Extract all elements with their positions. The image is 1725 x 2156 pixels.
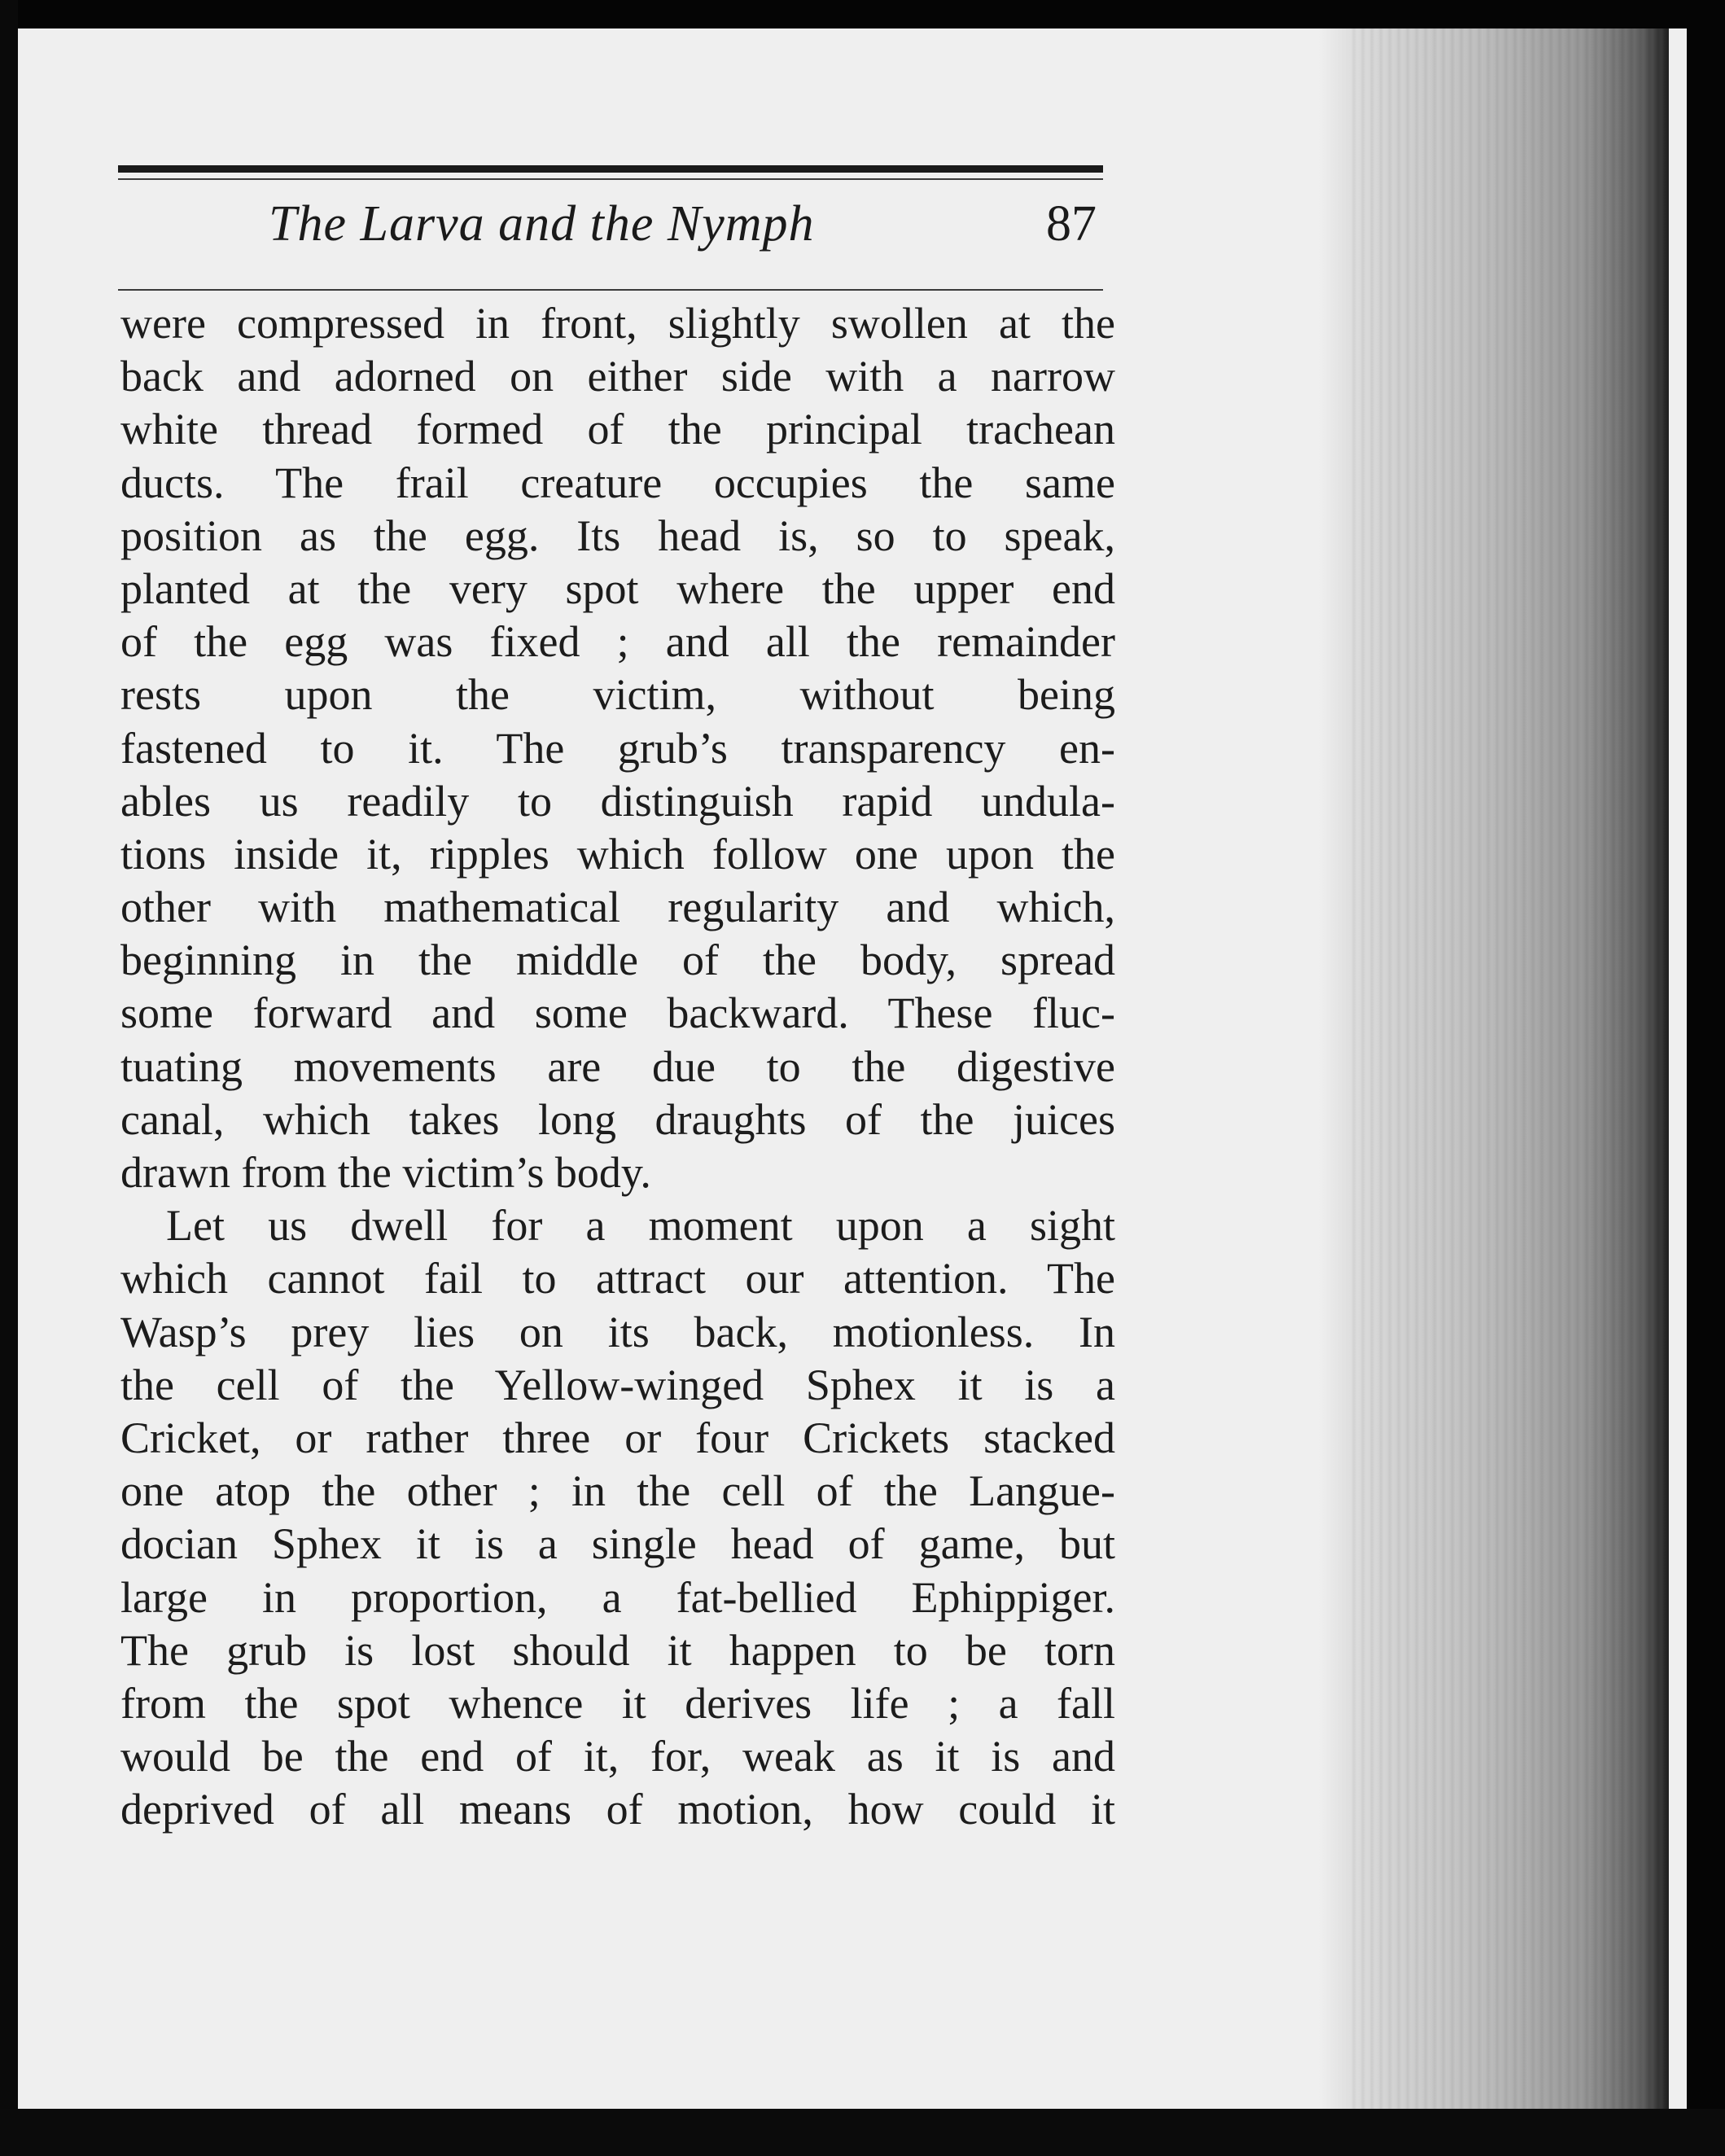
text-line: rests upon the victim, without being (120, 670, 1115, 720)
text-line: white thread formed of the principal trachean (120, 405, 1115, 454)
header-rule-thin (118, 178, 1103, 180)
text-line: ducts. The frail creature occupies the same (120, 458, 1115, 507)
text-line: beginning in the middle of the body, spread (120, 936, 1115, 985)
text-line: Cricket, or rather three or four Crickets stacked (120, 1413, 1115, 1462)
body-text (120, 297, 1115, 1836)
text-line: which cannot fail to attract our attention. The (120, 1254, 1115, 1304)
text-line: position as the egg. Its head is, so to speak, (120, 511, 1115, 560)
text-line: tuating movements are due to the digestive (120, 1041, 1115, 1091)
text-line: canal, which takes long draughts of the juices (120, 1094, 1115, 1144)
text-line: large in proportion, a fat-bellied Ephippiger. (120, 1572, 1115, 1622)
text-line: deprived of all means of motion, how could it (120, 1785, 1115, 1834)
text-line: Let us dwell for a moment upon a sight (166, 1201, 1115, 1251)
text-line: The grub is lost should it happen to be torn (120, 1625, 1115, 1675)
text-line: from the spot whence it derives life ; a fall (120, 1678, 1115, 1728)
text-line: some forward and some backward. These fluc- (120, 988, 1115, 1038)
text-line: fastened to it. The grub’s transparency en- (120, 723, 1115, 773)
text-line: back and adorned on either side with a narrow (120, 352, 1115, 401)
text-line: ables us readily to distinguish rapid undula- (120, 776, 1115, 826)
text-line: drawn from the victim’s body. (120, 1148, 651, 1197)
scan-bottom-border (0, 2109, 1725, 2156)
text-line: other with mathematical regularity and which, (120, 883, 1115, 932)
gutter-texture (1351, 28, 1669, 2109)
text-line: planted at the very spot where the upper end (120, 563, 1115, 613)
text-line: docian Sphex it is a single head of game, but (120, 1519, 1115, 1569)
running-head-title: The Larva and the Nymph (269, 196, 815, 252)
text-line: would be the end of it, for, weak as it is and (120, 1732, 1115, 1781)
header-rule-thick (118, 165, 1103, 173)
text-line: Wasp’s prey lies on its back, motionless. In (120, 1307, 1115, 1356)
text-line: of the egg was fixed ; and all the remainder (120, 617, 1115, 667)
page-number: 87 (1046, 196, 1097, 252)
text-line: were compressed in front, slightly swollen at the (120, 299, 1115, 348)
scan-left-border (0, 0, 18, 2156)
text-line: one atop the other ; in the cell of the Langue- (120, 1466, 1115, 1516)
header-rule-bottom (118, 289, 1103, 291)
text-line: the cell of the Yellow-winged Sphex it is a (120, 1360, 1115, 1409)
text-line: tions inside it, ripples which follow one upon the (120, 829, 1115, 879)
